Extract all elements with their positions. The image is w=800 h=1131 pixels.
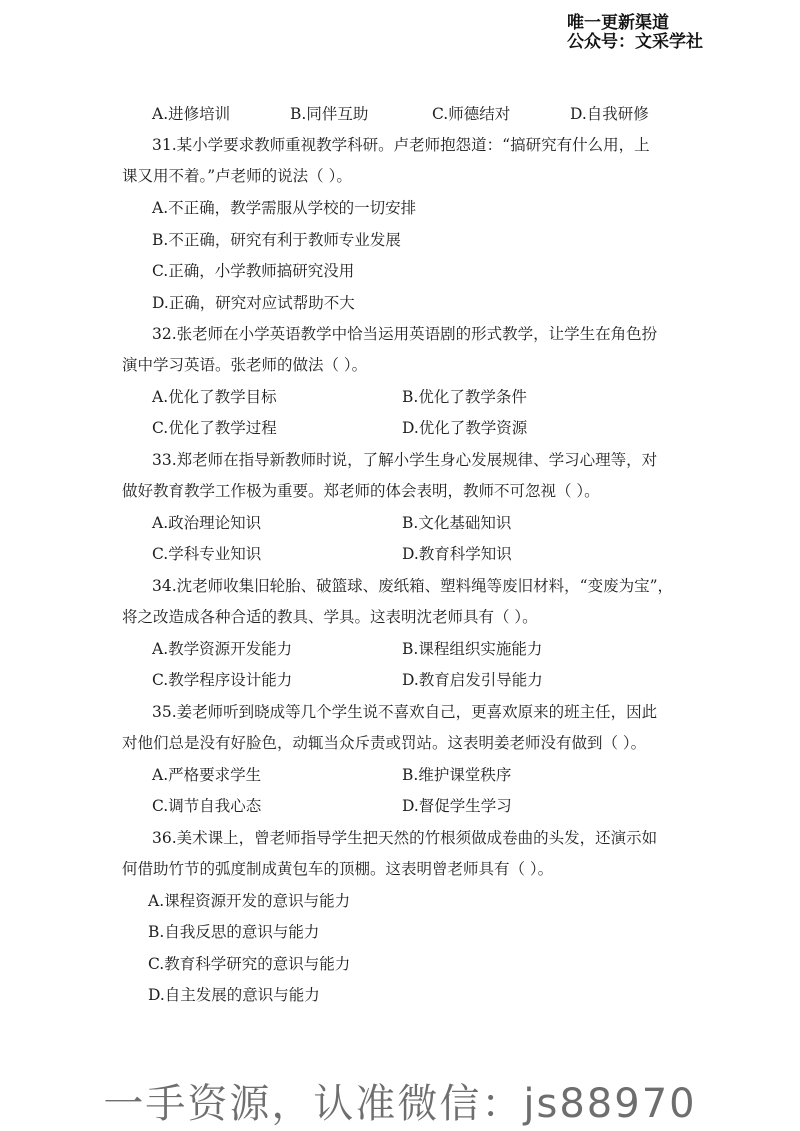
q32-option-a: A.优化了教学目标 [152, 388, 277, 406]
q36-option-c: C.教育科学研究的意识与能力 [148, 955, 351, 973]
q31-option-c: C.正确，小学教师搞研究没用 [152, 262, 355, 280]
q30-option-d: D.自我研修 [570, 105, 649, 123]
q33-option-b: B.文化基础知识 [402, 514, 512, 532]
q33-stem-line1: 33.郑老师在指导新教师时说，了解小学生身心发展规律、学习心理等，对 [152, 451, 658, 469]
q36-stem-line2: 何借助竹节的弧度制成黄包车的顶棚。这表明曾老师具有（ ）。 [122, 860, 554, 878]
q36-option-a: A.课程资源开发的意识与能力 [148, 892, 351, 910]
q32-option-c: C.优化了教学过程 [152, 419, 277, 437]
q31-option-b: B.不正确，研究有利于教师专业发展 [152, 231, 401, 249]
q34-stem-line1: 34.沈老师收集旧轮胎、破篮球、废纸箱、塑料绳等废旧材料，“变废为宝”， [152, 577, 674, 595]
channel-notice-line2: 公众号：文采学社 [567, 32, 703, 52]
q33-option-d: D.教育科学知识 [402, 545, 512, 563]
q33-option-a: A.政治理论知识 [152, 514, 262, 532]
q32-option-b: B.优化了教学条件 [402, 388, 527, 406]
q32-stem-line2: 演中学习英语。张老师的做法（ ）。 [122, 356, 368, 374]
channel-notice [567, 14, 703, 52]
q36-stem-line1: 36.美术课上，曾老师指导学生把天然的竹根须做成卷曲的头发，还演示如 [152, 829, 658, 847]
q34-option-d: D.教育启发引导能力 [402, 671, 543, 689]
q35-option-a: A.严格要求学生 [152, 766, 262, 784]
q35-option-d: D.督促学生学习 [402, 797, 512, 815]
q34-stem-line2: 将之改造成各种合适的教具、学具。这表明沈老师具有（ ）。 [122, 608, 538, 626]
q36-option-b: B.自我反思的意识与能力 [148, 923, 320, 941]
q31-stem-line1: 31.某小学要求教师重视教学科研。卢老师抱怨道：“搞研究有什么用，上 [152, 136, 650, 154]
channel-notice-line1: 唯一更新渠道 [567, 13, 669, 33]
q30-option-a: A.进修培训 [152, 105, 231, 123]
q31-option-d: D.正确，研究对应试帮助不大 [152, 294, 355, 312]
q30-option-b: B.同伴互助 [290, 105, 369, 123]
q32-option-d: D.优化了教学资源 [402, 419, 528, 437]
q36-option-d: D.自主发展的意识与能力 [148, 986, 320, 1004]
watermark-footer: 一手资源，认准微信：js88970 [103, 1081, 697, 1127]
q31-stem-line2: 课又用不着。”卢老师的说法（ ）。 [122, 167, 352, 185]
q33-stem-line2: 做好教育教学工作极为重要。郑老师的体会表明，教师不可忽视（ ）。 [122, 482, 600, 500]
q35-option-c: C.调节自我心态 [152, 797, 262, 815]
q34-option-a: A.教学资源开发能力 [152, 640, 293, 658]
q35-stem-line2: 对他们总是没有好脸色，动辄当众斥责或罚站。这表明姜老师没有做到（ ）。 [122, 734, 647, 752]
q34-option-b: B.课程组织实施能力 [402, 640, 543, 658]
q31-option-a: A.不正确，教学需服从学校的一切安排 [152, 199, 417, 217]
q32-stem-line1: 32.张老师在小学英语教学中恰当运用英语剧的形式教学，让学生在角色扮 [152, 325, 658, 343]
q35-stem-line1: 35.姜老师听到晓成等几个学生说不喜欢自己，更喜欢原来的班主任，因此 [152, 703, 658, 721]
q30-option-c: C.师德结对 [432, 105, 511, 123]
q35-option-b: B.维护课堂秩序 [402, 766, 512, 784]
q33-option-c: C.学科专业知识 [152, 545, 262, 563]
q34-option-c: C.教学程序设计能力 [152, 671, 293, 689]
